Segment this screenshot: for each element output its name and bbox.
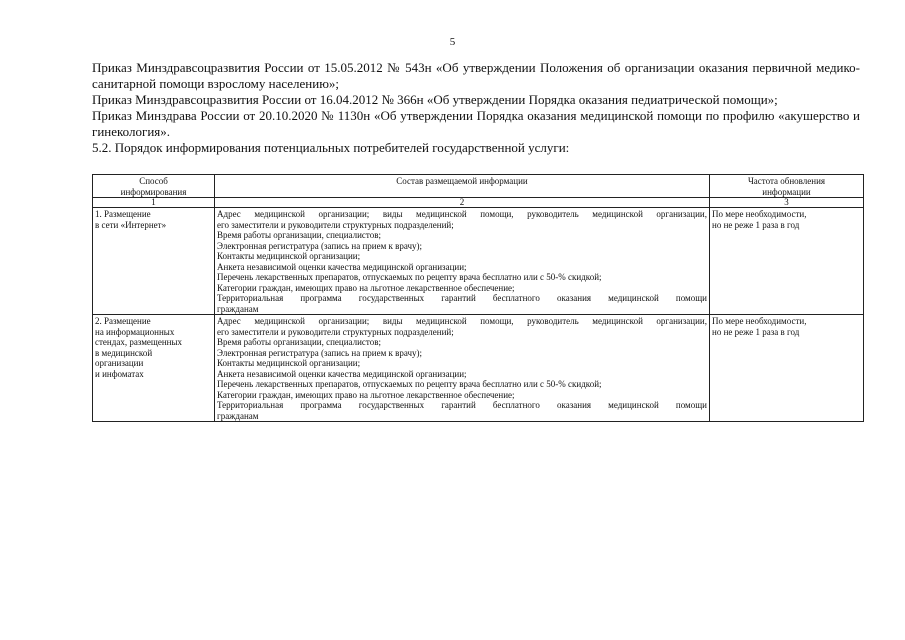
information-table	[92, 174, 864, 422]
header-frequency: Частота обновления информации	[710, 175, 864, 198]
content-line: Перечень лекарственных препаратов, отпускаемых по рецепту врача бесплатно или с 50-% скидкой;	[217, 379, 602, 389]
method-line: в сети «Интернет»	[95, 219, 167, 230]
content-line: Электронная регистратура (запись на прием к врачу);	[217, 347, 423, 358]
method-line: стендах, размещенных	[95, 337, 183, 347]
order-543n: Приказ Минздравсоцразвития России от 15.05.2012 № 543н «Об утверждении Положения об организации оказания первичной медико-санитарной помощи взрослому населению»;	[92, 60, 860, 91]
table-row	[93, 315, 864, 422]
content-line: Территориальная программа государственных гарантий бесплатного оказания медицинской помощи	[217, 293, 707, 303]
content-line: Перечень лекарственных препаратов, отпускаемых по рецепту врача бесплатно или с 50-% скидкой;	[217, 272, 602, 282]
method-cell	[93, 315, 215, 422]
content-line: Адрес медицинской организации; виды медицинской помощи, руководитель медицинской организации,	[217, 209, 707, 219]
method-line: в медицинской	[95, 347, 153, 358]
content-line: Электронная регистратура (запись на прием к врачу);	[217, 240, 423, 251]
content-line: Время работы организации, специалистов;	[217, 230, 381, 240]
header-content: Состав размещаемой информации	[215, 175, 710, 198]
table-row	[93, 208, 864, 315]
intro-text	[92, 60, 860, 156]
column-number: 2	[215, 198, 710, 208]
content-line: Анкета независимой оценки качества медицинской организации;	[217, 368, 467, 379]
column-number: 1	[93, 198, 215, 208]
column-number-row	[93, 198, 864, 208]
section-heading: 5.2. Порядок информирования потенциальных потребителей государственной услуги:	[92, 140, 570, 155]
content-line: Категории граждан, имеющих право на льготное лекарственное обеспечение;	[217, 389, 515, 400]
frequency-line: но не реже 1 раза в год	[712, 326, 800, 337]
frequency-line: но не реже 1 раза в год	[712, 219, 800, 230]
frequency-line: По мере необходимости,	[712, 316, 807, 326]
content-line: гражданам	[217, 303, 259, 314]
order-366n: Приказ Минздравсоцразвития России от 16.04.2012 № 366н «Об утверждении Порядка оказания педиатрической помощи»;	[92, 92, 778, 107]
column-number: 3	[710, 198, 864, 208]
order-1130n: Приказ Минздрава России от 20.10.2020 № 1130н «Об утверждении Порядка оказания медицинской помощи по профилю «акушерство и гинекология».	[92, 108, 860, 139]
content-line: Территориальная программа государственных гарантий бесплатного оказания медицинской помощи	[217, 400, 707, 410]
header-method: Способ информирования	[93, 175, 215, 198]
content-line: Анкета независимой оценки качества медицинской организации;	[217, 261, 467, 272]
frequency-line: По мере необходимости,	[712, 209, 807, 219]
page-number: 5	[449, 36, 456, 48]
content-line: гражданам	[217, 410, 259, 421]
method-line: организации	[95, 358, 144, 368]
method-cell	[93, 208, 215, 315]
content-line: его заместители и руководители структурных подразделений;	[217, 219, 454, 230]
frequency-cell	[710, 315, 864, 422]
content-line: Контакты медицинской организации;	[217, 358, 361, 368]
method-line: и инфоматах	[95, 368, 144, 379]
frequency-cell	[710, 208, 864, 315]
table-header-row	[93, 175, 864, 198]
method-line: 1. Размещение	[95, 209, 151, 219]
content-line: его заместители и руководители структурных подразделений;	[217, 326, 454, 337]
content-cell	[215, 315, 710, 422]
method-line: на информационных	[95, 326, 175, 337]
content-cell	[215, 208, 710, 315]
content-line: Контакты медицинской организации;	[217, 251, 361, 261]
content-line: Время работы организации, специалистов;	[217, 337, 381, 347]
content-line: Адрес медицинской организации; виды медицинской помощи, руководитель медицинской организации,	[217, 316, 707, 326]
method-line: 2. Размещение	[95, 316, 151, 326]
content-line: Категории граждан, имеющих право на льготное лекарственное обеспечение;	[217, 282, 515, 293]
